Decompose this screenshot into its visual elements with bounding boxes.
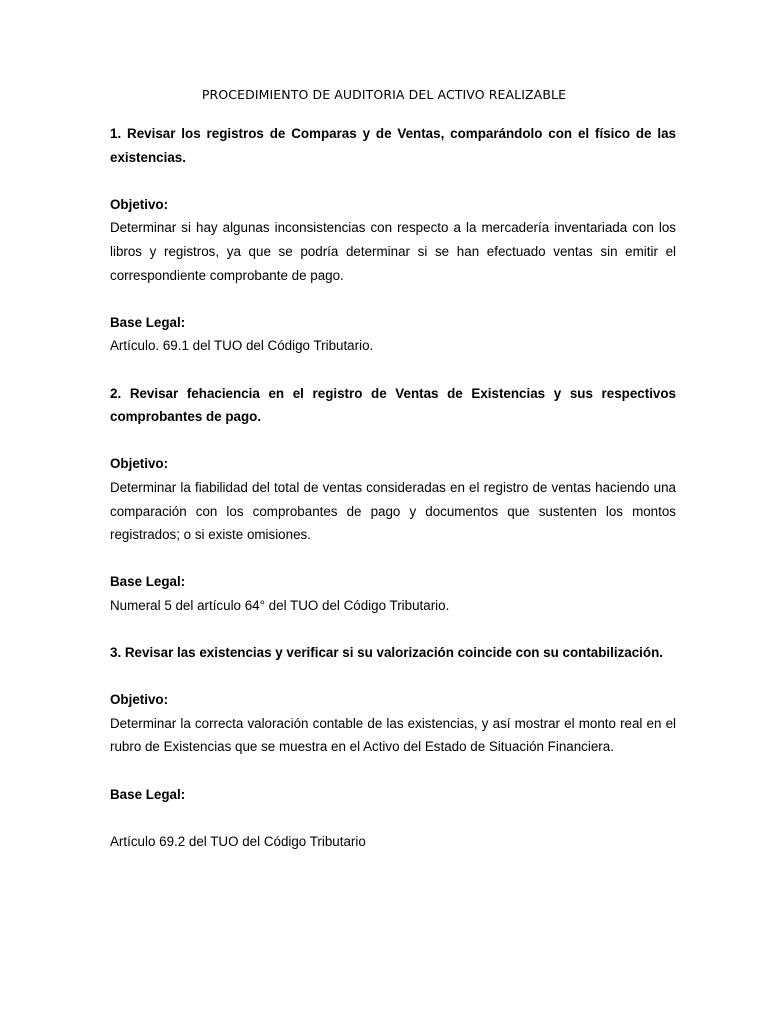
section-3-legal-label: Base Legal: xyxy=(110,786,186,802)
section-2-legal-text: Numeral 5 del artículo 64° del TUO del Código Tributario. xyxy=(110,597,450,613)
spacer xyxy=(110,806,676,830)
section-3-objective-label: Objetivo: xyxy=(110,692,169,708)
spacer xyxy=(110,617,676,641)
spacer xyxy=(110,429,676,453)
spacer xyxy=(110,287,676,311)
spacer xyxy=(110,358,676,382)
section-3-heading: 3. Revisar las existencias y verificar si su valorización coincide con su contabilización. xyxy=(110,645,663,661)
section-3-objective-text: Determinar la correcta valoración contable de las existencias, y así mostrar el monto real en el rubro de Existencias que se muestra en el Activo del Estado de Situación Financiera. xyxy=(110,715,676,755)
section-2-heading: 2. Revisar fehaciencia en el registro de Ventas de Existencias y sus respectivos comprobantes de pago. xyxy=(110,385,676,425)
section-1-legal-label: Base Legal: xyxy=(110,314,186,330)
document-body xyxy=(110,122,676,853)
spacer xyxy=(110,665,676,689)
section-2-objective-text: Determinar la fiabilidad del total de ventas consideradas en el registro de ventas haciendo una comparación con los comprobantes de pago y documentos que sustenten los montos registrados; o si existe omisiones. xyxy=(110,479,676,543)
section-1-legal-text: Artículo. 69.1 del TUO del Código Tributario. xyxy=(110,338,374,354)
section-2-objective-label: Objetivo: xyxy=(110,456,169,472)
section-1-heading: 1. Revisar los registros de Comparas y de Ventas, comparándolo con el físico de las existencias. xyxy=(110,126,676,165)
section-3-legal-text: Artículo 69.2 del TUO del Código Tributario xyxy=(110,833,366,849)
document-title: PROCEDIMIENTO DE AUDITORIA DEL ACTIVO REALIZABLE xyxy=(201,87,567,102)
section-2-legal-label: Base Legal: xyxy=(110,574,186,590)
section-1-objective-label: Objetivo: xyxy=(110,196,169,212)
spacer xyxy=(110,169,676,193)
section-1-objective-text: Determinar si hay algunas inconsistencias con respecto a la mercadería inventariada con los libros y registros, ya que se podría determinar si se han efectuado ventas sin emitir el correspondiente comprobante de pago. xyxy=(110,220,676,283)
spacer xyxy=(110,547,676,571)
spacer xyxy=(110,759,676,783)
